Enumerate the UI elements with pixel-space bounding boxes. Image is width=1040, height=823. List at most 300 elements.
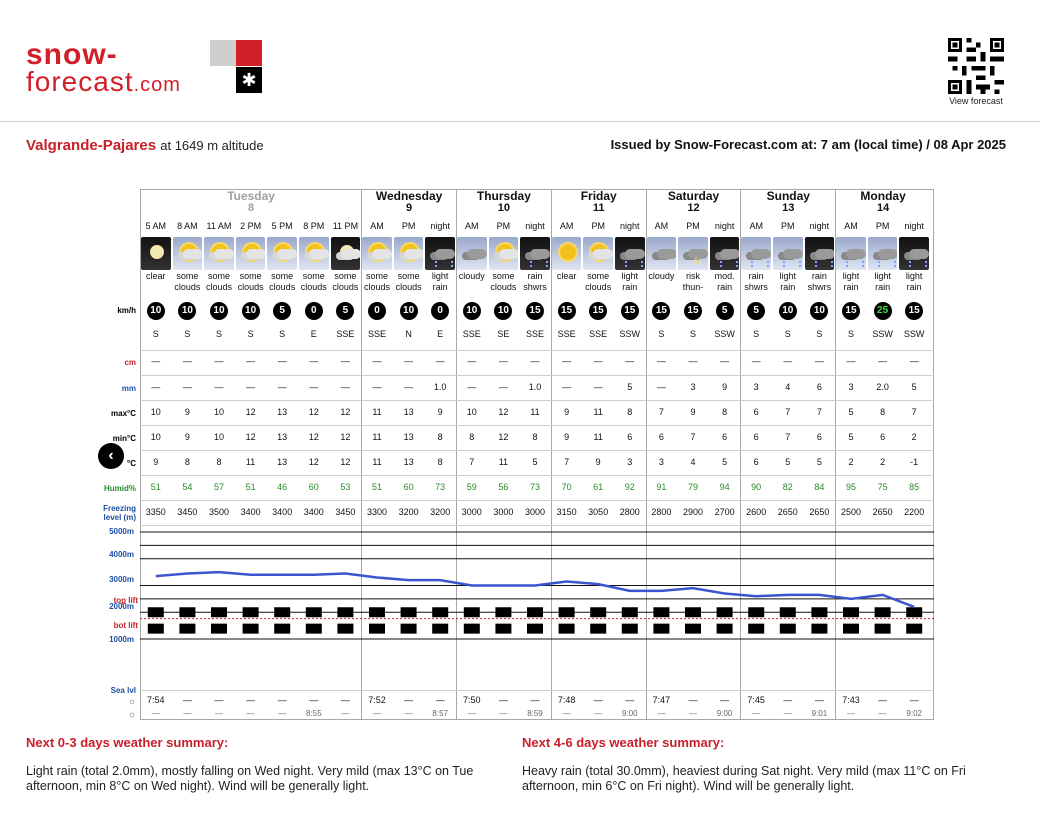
altitude-label-3000: 3000m — [109, 575, 134, 584]
snow-value: — — [340, 356, 350, 366]
some-clouds-day-icon — [362, 237, 392, 270]
wind-arrow-icon: 15 — [526, 302, 544, 320]
top-lift-marker — [464, 607, 480, 617]
freezing-level-value: 2900 — [682, 507, 703, 517]
wind-direction: SSE — [525, 329, 544, 339]
feels-like-value: 7 — [469, 457, 475, 467]
wind-direction: S — [689, 329, 696, 339]
humidity-value: 60 — [308, 482, 319, 492]
sunset-time: — — [467, 709, 476, 718]
day-header — [140, 189, 361, 217]
sunset-time: — — [594, 709, 603, 718]
max-temp-value: 10 — [150, 407, 161, 417]
altitude-label-1000: 1000m — [109, 635, 134, 644]
feels-like-value: 4 — [690, 457, 696, 467]
wind-speed — [266, 299, 298, 323]
wind-speed — [361, 299, 393, 323]
row-divider — [140, 375, 934, 376]
humidity-value: 59 — [466, 482, 477, 492]
wind-speed — [298, 299, 330, 323]
time-label: PM — [496, 221, 511, 231]
bottom-lift-marker — [179, 624, 195, 634]
condition-label: light rain — [431, 271, 449, 292]
wind-direction: SSE — [367, 329, 386, 339]
sunrise-time: — — [625, 695, 635, 705]
time-label: PM — [686, 221, 700, 231]
feels-like-value: 13 — [403, 457, 414, 467]
time-label: AM — [654, 221, 669, 231]
top-lift-marker — [780, 607, 796, 617]
humidity-value: 91 — [656, 482, 667, 492]
rain-day-icon — [773, 237, 803, 270]
wind-arrow-icon: 10 — [779, 302, 797, 320]
sunrise-time: — — [246, 695, 256, 705]
condition-label: some clouds — [490, 271, 517, 292]
max-temp-value: 12 — [498, 407, 509, 417]
min-temp-value: 6 — [753, 432, 759, 442]
bottom-lift-marker — [875, 624, 891, 634]
time-label: night — [904, 221, 924, 231]
condition-label: some clouds — [174, 271, 201, 292]
day-name: Friday — [580, 189, 617, 203]
condition-label: some clouds — [395, 271, 422, 292]
freezing-level-value: 3400 — [240, 507, 261, 517]
snow-value: — — [656, 356, 666, 366]
row-divider — [140, 350, 934, 351]
humidity-value: 51 — [245, 482, 256, 492]
humidity-value: 73 — [435, 482, 446, 492]
sunrise-time: — — [435, 695, 445, 705]
wind-direction: SSE — [336, 329, 355, 339]
freezing-level-value: 3200 — [398, 507, 419, 517]
day-header — [835, 189, 930, 217]
issued-text: Issued by Snow-Forecast.com at: 7 am (local time) / 08 Apr 2025 — [610, 137, 1006, 152]
day-name: Tuesday — [227, 189, 275, 203]
freezing-level-value: 3500 — [208, 507, 229, 517]
rain-value: 2.0 — [876, 382, 889, 392]
sunrise-time: 7:50 — [463, 695, 481, 705]
sunrise-icon: ☼ — [127, 696, 136, 706]
rain-day-icon — [868, 237, 898, 270]
min-temp-value: 6 — [816, 432, 822, 442]
max-temp-value: 13 — [277, 407, 288, 417]
wind-speed — [677, 299, 709, 323]
rain-value: — — [214, 382, 224, 392]
bottom-lift-label: bot lift — [113, 621, 138, 630]
max-temp-value: 7 — [658, 407, 664, 417]
humidity-value: 82 — [782, 482, 793, 492]
bottom-lift-marker — [495, 624, 511, 634]
rain-value: — — [404, 382, 414, 392]
bottom-lift-marker — [148, 624, 164, 634]
freezing-level-value: 3050 — [588, 507, 609, 517]
rain-day-icon — [741, 237, 771, 270]
feels-like-value: 5 — [785, 457, 791, 467]
some-clouds-day-icon — [236, 237, 266, 270]
sunrise-time: — — [309, 695, 319, 705]
humidity-value: 84 — [814, 482, 825, 492]
wind-direction: S — [247, 329, 254, 339]
wind-direction: SSE — [589, 329, 608, 339]
feels-like-value: 3 — [627, 457, 633, 467]
feels-like-value: 13 — [277, 457, 288, 467]
wind-arrow-icon: 10 — [463, 302, 481, 320]
feels-like-label: °C — [127, 459, 136, 468]
sunset-time: — — [688, 709, 697, 718]
rain-value: — — [309, 382, 319, 392]
rain-night-icon — [805, 237, 835, 270]
sunrise-time: — — [214, 695, 224, 705]
rain-value: 1.0 — [528, 382, 542, 392]
snow-value: — — [277, 356, 287, 366]
row-divider — [140, 690, 934, 691]
cloudy-icon — [457, 237, 487, 270]
wind-arrow-icon: 10 — [178, 302, 196, 320]
row-divider — [140, 400, 934, 401]
sunset-time: 9:01 — [811, 709, 828, 718]
snow-value: — — [688, 356, 698, 366]
wind-direction: S — [184, 329, 191, 339]
humidity-value: 57 — [213, 482, 224, 492]
min-temp-value: 8 — [532, 432, 538, 442]
feels-like-value: 8 — [437, 457, 443, 467]
min-temp-value: 10 — [213, 432, 224, 442]
wind-arrow-icon: 15 — [558, 302, 576, 320]
logo-arrow-icon — [210, 40, 236, 66]
bottom-lift-marker — [369, 624, 385, 634]
freezing-level-value: 2500 — [840, 507, 861, 517]
feels-like-value: 11 — [372, 457, 382, 467]
snow-value: — — [404, 356, 414, 366]
feels-like-value: 12 — [340, 457, 351, 467]
feels-like-value: 8 — [216, 457, 222, 467]
sunset-time: — — [278, 709, 287, 718]
condition-label: some clouds — [269, 271, 296, 292]
rain-value: — — [182, 382, 192, 392]
condition-label: light rain — [621, 271, 639, 292]
wind-speed — [203, 299, 235, 323]
wind-arrow-icon: 0 — [305, 302, 323, 320]
max-temp-value: 9 — [564, 407, 570, 417]
top-lift-marker — [875, 607, 891, 617]
time-label: 8 AM — [177, 221, 198, 231]
wind-direction: S — [279, 329, 286, 339]
time-label: AM — [559, 221, 574, 231]
humidity-value: 53 — [340, 482, 351, 492]
some-clouds-day-icon — [583, 237, 613, 270]
rain-value: 6 — [816, 382, 822, 392]
humidity-label: Humid% — [104, 484, 136, 493]
bottom-lift-marker — [432, 624, 448, 634]
freezing-level-chart — [140, 527, 934, 690]
sunset-time: — — [878, 709, 887, 718]
top-lift-marker — [337, 607, 353, 617]
day-number: 12 — [687, 202, 700, 214]
min-temp-value: 12 — [340, 432, 351, 442]
summary-right-heading: Next 4-6 days weather summary: — [522, 735, 725, 750]
sunset-time: — — [404, 709, 413, 718]
humidity-value: 79 — [687, 482, 698, 492]
wind-direction: S — [215, 329, 222, 339]
snow-value: — — [498, 356, 508, 366]
day-name: Wednesday — [375, 189, 443, 203]
wind-speed — [172, 299, 204, 323]
thunder-icon: ϟ — [678, 237, 708, 270]
wind-speed — [898, 299, 930, 323]
time-label: 11 AM — [206, 221, 232, 231]
header-divider — [0, 121, 1040, 122]
wind-arrow-icon: 15 — [684, 302, 702, 320]
rain-unit-label: mm — [121, 384, 136, 393]
bottom-lift-marker — [811, 624, 827, 634]
wind-direction: SSW — [872, 329, 893, 339]
wind-speed — [867, 299, 899, 323]
min-temp-value: 8 — [469, 432, 475, 442]
sunset-time: — — [562, 709, 571, 718]
some-clouds-day-icon — [267, 237, 297, 270]
condition-label: risk thun- — [682, 271, 704, 292]
sunset-time: 9:02 — [906, 709, 922, 718]
humidity-value: 54 — [182, 482, 193, 492]
humidity-value: 92 — [624, 482, 635, 492]
altitude-label-2000: 2000m — [109, 602, 134, 611]
freezing-level-value: 2650 — [872, 507, 893, 517]
location-name[interactable]: Valgrande-Pajares — [26, 137, 157, 154]
snow-value: — — [720, 356, 730, 366]
rain-night-icon — [710, 237, 740, 270]
sunset-time: — — [183, 709, 192, 718]
sunrise-time: 7:52 — [368, 695, 386, 705]
sunrise-time: 7:43 — [842, 695, 860, 705]
wind-direction: S — [658, 329, 665, 339]
condition-label: clear — [556, 271, 577, 281]
min-temp-value: 12 — [308, 432, 319, 442]
freezing-level-value: 3000 — [461, 507, 482, 517]
top-lift-marker — [148, 607, 164, 617]
wind-arrow-icon: 5 — [747, 302, 765, 320]
wind-speed — [393, 299, 425, 323]
sunset-time: — — [752, 709, 761, 718]
bottom-lift-marker — [337, 624, 353, 634]
freezing-level-value: 3450 — [335, 507, 356, 517]
top-lift-marker — [243, 607, 259, 617]
condition-label: rain shwrs — [523, 271, 547, 292]
freezing-level-value: 2200 — [904, 507, 925, 517]
condition-label: some clouds — [300, 271, 327, 292]
time-label: 5 AM — [145, 221, 167, 231]
wind-speed — [330, 299, 362, 323]
wind-arrow-icon: 0 — [431, 302, 449, 320]
feels-like-value: 11 — [245, 457, 256, 467]
wind-speed — [804, 299, 836, 323]
sunrise-time: — — [182, 695, 192, 705]
top-lift-marker — [748, 607, 764, 617]
sunrise-time: — — [783, 695, 793, 705]
bottom-lift-marker — [559, 624, 575, 634]
top-lift-marker — [622, 607, 638, 617]
snow-value: — — [467, 356, 477, 366]
rain-value: — — [656, 382, 666, 392]
wind-speed — [646, 299, 678, 323]
bottom-lift-marker — [748, 624, 764, 634]
sunrise-time: 7:54 — [147, 695, 165, 705]
time-label: 2 PM — [240, 221, 262, 231]
min-temp-value: 5 — [848, 432, 854, 442]
wind-arrow-icon: 25 — [874, 302, 892, 320]
top-lift-marker — [401, 607, 417, 617]
wind-direction: S — [847, 329, 854, 339]
wind-speed — [488, 299, 520, 323]
freezing-level-value: 2650 — [777, 507, 798, 517]
humidity-value: 51 — [371, 482, 382, 492]
snow-value: — — [435, 356, 445, 366]
freezing-level-value: 2800 — [651, 507, 672, 517]
snow-value: — — [246, 356, 256, 366]
qr-code-icon[interactable] — [946, 38, 1006, 94]
bottom-lift-marker — [843, 624, 859, 634]
snow-value: — — [783, 356, 793, 366]
wind-arrow-icon: 15 — [652, 302, 670, 320]
condition-label: light rain — [874, 271, 891, 292]
rain-value: — — [467, 382, 477, 392]
rain-value: 5 — [627, 382, 633, 392]
wind-arrow-icon: 10 — [210, 302, 228, 320]
max-temp-value: 11 — [372, 407, 382, 417]
rain-value: 3 — [848, 382, 854, 392]
condition-label: rain shwrs — [744, 271, 768, 292]
wind-arrow-icon: 10 — [810, 302, 828, 320]
previous-forecast-button[interactable]: ‹ — [98, 443, 124, 469]
rain-value: — — [498, 382, 508, 392]
wind-speed — [740, 299, 772, 323]
top-lift-marker — [211, 607, 227, 617]
top-lift-marker — [717, 607, 733, 617]
max-temp-value: 10 — [466, 407, 477, 417]
view-forecast-link[interactable]: View forecast — [949, 96, 1003, 106]
max-temp-value: 7 — [785, 407, 791, 417]
wind-arrow-icon: 15 — [589, 302, 607, 320]
bottom-lift-marker — [685, 624, 701, 634]
feels-like-value: 6 — [753, 457, 759, 467]
sunset-time: 8:55 — [306, 709, 322, 718]
sunrise-time: — — [720, 695, 730, 705]
condition-label: some clouds — [585, 271, 612, 292]
min-temp-value: 13 — [403, 432, 414, 442]
wind-arrow-icon: 15 — [621, 302, 639, 320]
wind-direction: SSW — [714, 329, 735, 339]
feels-like-value: 9 — [153, 457, 159, 467]
freezing-level-label: Freezing level (m) — [103, 504, 136, 522]
sunset-time: — — [846, 709, 855, 718]
top-lift-marker — [653, 607, 669, 617]
max-temp-value: 12 — [308, 407, 319, 417]
snow-value: — — [878, 356, 888, 366]
snow-value: — — [214, 356, 224, 366]
bottom-lift-marker — [274, 624, 290, 634]
top-lift-marker — [527, 607, 543, 617]
bottom-lift-marker — [717, 624, 733, 634]
some-clouds-night-icon — [331, 237, 361, 270]
freezing-level-value: 3000 — [493, 507, 514, 517]
time-label: PM — [591, 221, 605, 231]
rain-value: 3 — [690, 382, 696, 392]
bottom-lift-marker — [243, 624, 259, 634]
feels-like-value: 7 — [564, 457, 570, 467]
sunrise-time: — — [277, 695, 287, 705]
some-clouds-day-icon — [299, 237, 329, 270]
bottom-lift-marker — [401, 624, 417, 634]
humidity-value: 61 — [593, 482, 604, 492]
site-logo[interactable] — [26, 38, 257, 98]
humidity-value: 56 — [498, 482, 509, 492]
time-label: night — [809, 221, 830, 231]
snow-value: — — [151, 356, 161, 366]
min-temp-value: 9 — [184, 432, 190, 442]
top-lift-marker — [811, 607, 827, 617]
feels-like-value: 3 — [658, 457, 664, 467]
wind-arrow-icon: 15 — [905, 302, 923, 320]
wind-arrow-icon: 0 — [368, 302, 386, 320]
rain-value: — — [151, 382, 161, 392]
day-number: 13 — [782, 202, 795, 214]
condition-label: some clouds — [205, 271, 232, 292]
wind-direction: SSW — [903, 329, 925, 339]
wind-direction: S — [816, 329, 823, 339]
some-clouds-day-icon — [489, 237, 519, 270]
rain-value: 9 — [722, 382, 728, 392]
rain-value: — — [340, 382, 350, 392]
snow-value: — — [909, 356, 919, 366]
sunrise-time: — — [878, 695, 888, 705]
time-label: AM — [749, 221, 763, 231]
humidity-value: 70 — [561, 482, 572, 492]
snow-value: — — [846, 356, 856, 366]
day-header — [456, 189, 551, 217]
max-temp-value: 9 — [184, 407, 190, 417]
wind-direction: N — [405, 329, 412, 339]
top-lift-marker — [274, 607, 290, 617]
wind-speed — [235, 299, 267, 323]
time-label: night — [525, 221, 545, 231]
row-divider — [140, 475, 934, 476]
max-temp-value: 8 — [722, 407, 728, 417]
time-label: 8 PM — [303, 221, 325, 231]
sunrise-time: — — [530, 695, 540, 705]
sea-level-label: Sea lvl — [110, 686, 136, 695]
condition-label: clear — [146, 271, 166, 281]
max-temp-value: 13 — [403, 407, 414, 417]
freezing-level-value: 3200 — [430, 507, 451, 517]
snow-value: — — [562, 356, 572, 366]
sunset-time: 8:57 — [432, 709, 448, 718]
bottom-lift-marker — [306, 624, 322, 634]
sunrise-time: 7:47 — [652, 695, 671, 705]
min-temp-value: 9 — [564, 432, 570, 442]
freezing-level-value: 3300 — [366, 507, 387, 517]
day-name: Sunday — [766, 189, 810, 203]
bottom-lift-marker — [622, 624, 638, 634]
wind-speed — [772, 299, 804, 323]
top-lift-marker — [179, 607, 195, 617]
min-temp-value: 6 — [880, 432, 886, 442]
freezing-level-value: 2700 — [714, 507, 735, 517]
rain-value: — — [562, 382, 572, 392]
top-lift-marker — [559, 607, 575, 617]
freezing-level-value: 3400 — [272, 507, 293, 517]
time-label: AM — [370, 221, 384, 231]
min-temp-value: 11 — [593, 432, 603, 442]
freezing-level-value: 2800 — [619, 507, 640, 517]
